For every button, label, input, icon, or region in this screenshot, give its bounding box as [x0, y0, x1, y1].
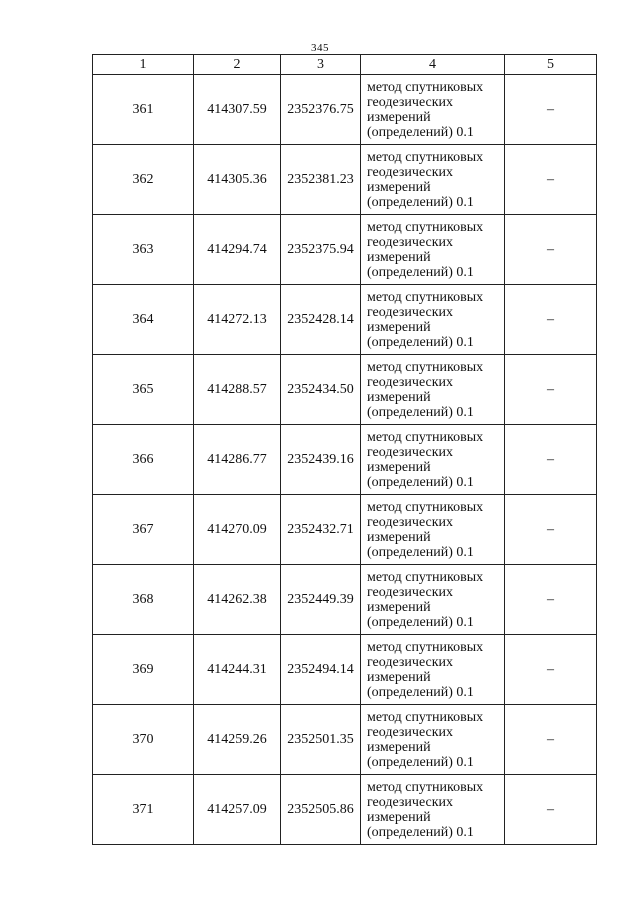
col5-cell: –	[505, 425, 597, 495]
method-cell	[361, 285, 505, 355]
col5-cell: –	[505, 215, 597, 285]
point-number-cell: 368	[93, 565, 194, 635]
method-line: метод спутниковых	[367, 149, 484, 165]
col5-cell: –	[505, 775, 597, 845]
method-cell	[361, 705, 505, 775]
table-header-row	[93, 55, 597, 75]
method-line: геодезических	[367, 584, 454, 600]
x-coordinate-cell: 414262.38	[194, 565, 281, 635]
table-row	[93, 285, 597, 355]
y-coordinate-cell: 2352439.16	[281, 425, 361, 495]
method-line: измерений	[367, 179, 431, 195]
method-line: измерений	[367, 249, 431, 265]
method-line: измерений	[367, 809, 431, 825]
method-line: (определений) 0.1	[367, 334, 474, 350]
method-line: метод спутниковых	[367, 499, 484, 515]
table-row	[93, 355, 597, 425]
y-coordinate-cell: 2352428.14	[281, 285, 361, 355]
method-line: геодезических	[367, 724, 454, 740]
col5-cell: –	[505, 355, 597, 425]
method-cell	[361, 775, 505, 845]
method-line: измерений	[367, 389, 431, 405]
x-coordinate-cell: 414244.31	[194, 635, 281, 705]
method-line: геодезических	[367, 234, 454, 250]
table-row	[93, 705, 597, 775]
table-row	[93, 425, 597, 495]
method-line: (определений) 0.1	[367, 824, 474, 840]
method-cell	[361, 75, 505, 145]
col5-cell: –	[505, 705, 597, 775]
x-coordinate-cell: 414257.09	[194, 775, 281, 845]
x-coordinate-cell: 414307.59	[194, 75, 281, 145]
method-line: метод спутниковых	[367, 79, 484, 95]
x-coordinate-cell: 414272.13	[194, 285, 281, 355]
method-cell	[361, 635, 505, 705]
col5-cell: –	[505, 145, 597, 215]
y-coordinate-cell: 2352376.75	[281, 75, 361, 145]
coordinates-table	[92, 54, 597, 845]
x-coordinate-cell: 414286.77	[194, 425, 281, 495]
method-line: метод спутниковых	[367, 779, 484, 795]
method-line: геодезических	[367, 164, 454, 180]
y-coordinate-cell: 2352434.50	[281, 355, 361, 425]
x-coordinate-cell: 414288.57	[194, 355, 281, 425]
col5-cell: –	[505, 285, 597, 355]
y-coordinate-cell: 2352449.39	[281, 565, 361, 635]
method-line: (определений) 0.1	[367, 124, 474, 140]
method-line: метод спутниковых	[367, 429, 484, 445]
method-cell	[361, 425, 505, 495]
y-coordinate-cell: 2352505.86	[281, 775, 361, 845]
method-cell	[361, 145, 505, 215]
y-coordinate-cell: 2352501.35	[281, 705, 361, 775]
method-line: метод спутниковых	[367, 359, 484, 375]
method-cell	[361, 565, 505, 635]
point-number-cell: 371	[93, 775, 194, 845]
method-line: геодезических	[367, 794, 454, 810]
point-number-cell: 361	[93, 75, 194, 145]
method-line: измерений	[367, 599, 431, 615]
table-row	[93, 775, 597, 845]
x-coordinate-cell: 414294.74	[194, 215, 281, 285]
method-cell	[361, 495, 505, 565]
header-col-3: 3	[281, 55, 361, 75]
table-row	[93, 215, 597, 285]
point-number-cell: 362	[93, 145, 194, 215]
method-line: метод спутниковых	[367, 709, 484, 725]
method-cell	[361, 355, 505, 425]
method-line: (определений) 0.1	[367, 194, 474, 210]
header-col-5: 5	[505, 55, 597, 75]
method-line: метод спутниковых	[367, 569, 484, 585]
point-number-cell: 365	[93, 355, 194, 425]
method-line: измерений	[367, 669, 431, 685]
point-number-cell: 370	[93, 705, 194, 775]
header-col-4: 4	[361, 55, 505, 75]
point-number-cell: 364	[93, 285, 194, 355]
table-row	[93, 635, 597, 705]
col5-cell: –	[505, 565, 597, 635]
y-coordinate-cell: 2352432.71	[281, 495, 361, 565]
point-number-cell: 367	[93, 495, 194, 565]
method-cell	[361, 215, 505, 285]
method-line: (определений) 0.1	[367, 264, 474, 280]
table-row	[93, 565, 597, 635]
method-line: (определений) 0.1	[367, 684, 474, 700]
method-line: геодезических	[367, 304, 454, 320]
method-line: (определений) 0.1	[367, 754, 474, 770]
col5-cell: –	[505, 75, 597, 145]
method-line: геодезических	[367, 444, 454, 460]
point-number-cell: 363	[93, 215, 194, 285]
y-coordinate-cell: 2352494.14	[281, 635, 361, 705]
col5-cell: –	[505, 635, 597, 705]
point-number-cell: 369	[93, 635, 194, 705]
method-line: (определений) 0.1	[367, 474, 474, 490]
table-row	[93, 75, 597, 145]
method-line: (определений) 0.1	[367, 404, 474, 420]
point-number-cell: 366	[93, 425, 194, 495]
method-line: измерений	[367, 319, 431, 335]
method-line: геодезических	[367, 514, 454, 530]
method-line: измерений	[367, 109, 431, 125]
method-line: метод спутниковых	[367, 639, 484, 655]
method-line: (определений) 0.1	[367, 614, 474, 630]
x-coordinate-cell: 414270.09	[194, 495, 281, 565]
x-coordinate-cell: 414305.36	[194, 145, 281, 215]
method-line: измерений	[367, 459, 431, 475]
method-line: измерений	[367, 739, 431, 755]
table-row	[93, 145, 597, 215]
y-coordinate-cell: 2352375.94	[281, 215, 361, 285]
table-body	[93, 75, 597, 845]
method-line: измерений	[367, 529, 431, 545]
y-coordinate-cell: 2352381.23	[281, 145, 361, 215]
page-number: 345	[311, 42, 329, 54]
table-row	[93, 495, 597, 565]
col5-cell: –	[505, 495, 597, 565]
method-line: метод спутниковых	[367, 289, 484, 305]
header-col-2: 2	[194, 55, 281, 75]
method-line: метод спутниковых	[367, 219, 484, 235]
method-line: геодезических	[367, 374, 454, 390]
method-line: геодезических	[367, 94, 454, 110]
header-col-1: 1	[93, 55, 194, 75]
method-line: геодезических	[367, 654, 454, 670]
x-coordinate-cell: 414259.26	[194, 705, 281, 775]
method-line: (определений) 0.1	[367, 544, 474, 560]
